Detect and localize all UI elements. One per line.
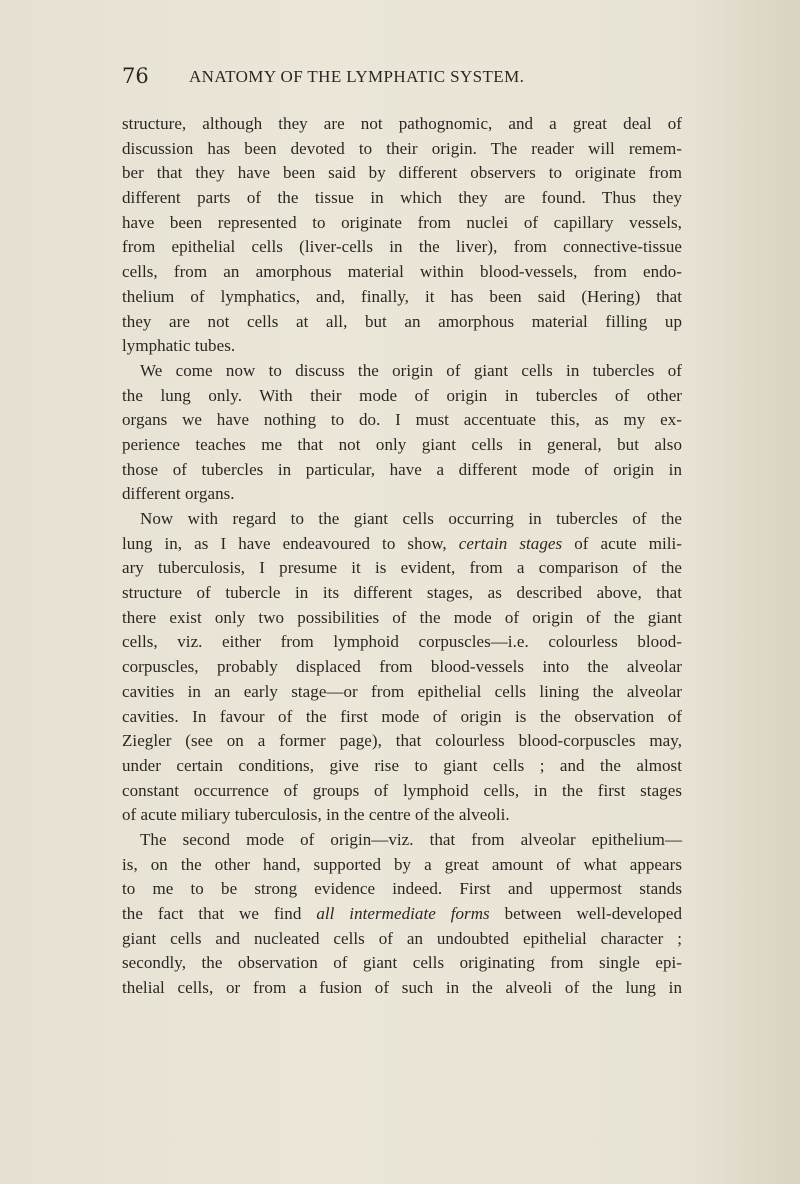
text-line: We come now to discuss the origin of giant cells in tubercles of — [140, 360, 682, 380]
text-line: organs we have nothing to do. I must accentuate this, as my ex- — [122, 410, 682, 430]
text-line: structure of tubercle in its different stages, as described above, that — [122, 583, 682, 603]
text-line: have been represented to originate from nuclei of capillary vessels, — [122, 212, 682, 232]
text-line: lymphatic tubes. — [122, 336, 236, 356]
text-line: perience teaches me that not only giant cells in general, but also — [122, 434, 682, 454]
text-line: structure, although they are not pathognomic, and a great deal of — [122, 114, 682, 133]
text-line: is, on the other hand, supported by a great amount of what appears — [122, 854, 682, 874]
running-head: ANATOMY OF THE LYMPHATIC SYSTEM. — [189, 67, 525, 86]
text-line: cells, from an amorphous material within blood-vessels, from endo- — [122, 262, 682, 282]
text-run: lung in, as I have endeavoured to show, — [122, 533, 459, 553]
text-run: between well-developed — [489, 904, 682, 923]
text-line: Ziegler (see on a former page), that colourless blood-corpuscles may, — [122, 731, 682, 751]
text-line: cavities. In favour of the first mode of origin is the observation of — [122, 706, 682, 726]
text-line: thelium of lymphatics, and, finally, it has been said (Hering) that — [122, 286, 682, 306]
text-line: The second mode of origin—viz. that from alveolar epithelium— — [140, 829, 682, 849]
body-text — [122, 112, 682, 1001]
page-header — [122, 64, 682, 92]
text-line: to me to be strong evidence indeed. First and uppermost stands — [122, 879, 682, 899]
paragraph-2 — [122, 359, 682, 507]
text-line: different parts of the tissue in which they are found. Thus they — [122, 188, 682, 208]
paragraph-3 — [122, 507, 682, 828]
text-line: secondly, the observation of giant cells originating from single epi- — [122, 953, 682, 973]
text-line: corpuscles, probably displaced from blood-vessels into the alveolar — [122, 657, 682, 677]
text-line: ary tuberculosis, I presume it is evident, from a comparison of the — [122, 558, 682, 578]
paragraph-4 — [122, 828, 682, 1001]
italic-emphasis: all intermediate forms — [316, 904, 490, 923]
text-line: cells, viz. either from lymphoid corpuscles—i.e. colourless blood- — [122, 632, 682, 652]
text-line: ber that they have been said by different observers to originate from — [122, 163, 682, 183]
text-line: Now with regard to the giant cells occurring in tubercles of the — [140, 509, 682, 528]
text-line: those of tubercles in particular, have a different mode of origin in — [122, 459, 682, 479]
text-line: there exist only two possibilities of the mode of origin of the giant — [122, 607, 682, 627]
text-line: different organs. — [122, 484, 235, 504]
text-run: the fact that we find — [122, 904, 317, 923]
text-line: of acute miliary tuberculosis, in the centre of the alveoli. — [122, 805, 510, 825]
text-line: the lung only. With their mode of origin in tubercles of other — [122, 385, 682, 405]
text-run: of acute mili- — [562, 533, 683, 553]
text-line: under certain conditions, give rise to giant cells ; and the almost — [122, 755, 682, 775]
text-line: cavities in an early stage—or from epithelial cells lining the alveolar — [122, 681, 682, 701]
page-number: 76 — [122, 64, 149, 88]
text-line: thelial cells, or from a fusion of such in the alveoli of the lung in — [122, 978, 682, 998]
text-line: discussion has been devoted to their origin. The reader will remem- — [122, 138, 682, 158]
paragraph-1 — [122, 112, 682, 359]
text-line: they are not cells at all, but an amorphous material filling up — [122, 311, 682, 331]
text-line — [122, 902, 682, 927]
text-line: constant occurrence of groups of lymphoid cells, in the first stages — [122, 780, 682, 800]
text-line: from epithelial cells (liver-cells in the liver), from connective-tissue — [122, 237, 682, 257]
text-line — [122, 532, 682, 557]
text-line: giant cells and nucleated cells of an undoubted epithelial character ; — [122, 928, 682, 948]
italic-emphasis: certain stages — [458, 533, 563, 553]
